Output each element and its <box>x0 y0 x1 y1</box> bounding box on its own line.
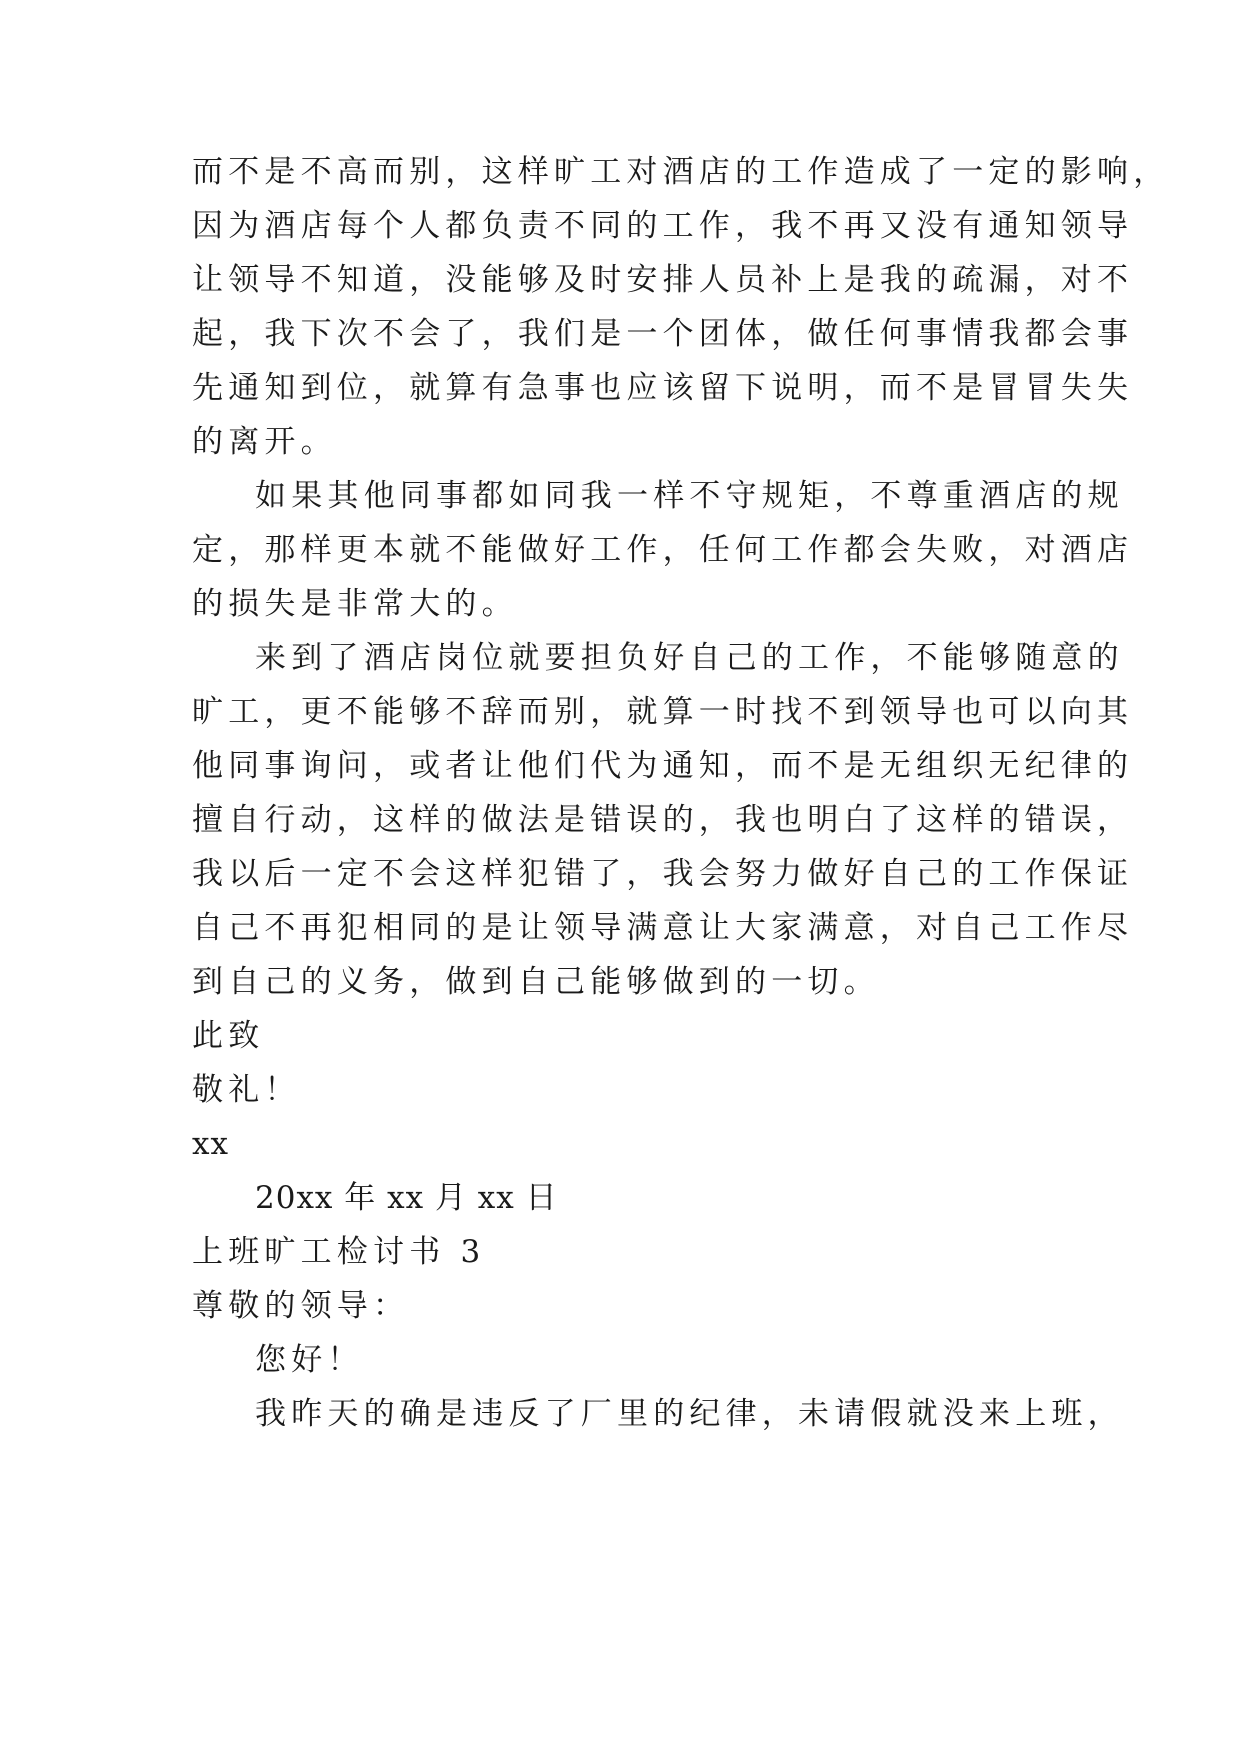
text-line: 的离开。 <box>192 424 337 460</box>
text-line: 而不是不高而别，这样旷工对酒店的工作造成了一定的影响， <box>192 154 1170 190</box>
text-line: 定，那样更本就不能做好工作，任何工作都会失败，对酒店 <box>192 532 1134 568</box>
signature-name: xx <box>192 1126 229 1162</box>
signature-date: 20xx 年 xx 月 xx 日 <box>255 1180 558 1216</box>
paragraph-start-line: 如果其他同事都如同我一样不守规矩，不尊重酒店的规 <box>255 478 1124 514</box>
closing-regards: 敬礼！ <box>192 1072 301 1108</box>
paragraph-start-line: 来到了酒店岗位就要担负好自己的工作，不能够随意的 <box>255 640 1124 676</box>
text-line: 他同事询问，或者让他们代为通知，而不是无组织无纪律的 <box>192 748 1134 784</box>
text-line: 擅自行动，这样的做法是错误的，我也明白了这样的错误， <box>192 802 1134 838</box>
text-line: 的损失是非常大的。 <box>192 586 518 622</box>
closing-salutation: 此致 <box>192 1018 265 1054</box>
text-line: 因为酒店每个人都负责不同的工作，我不再又没有通知领导 <box>192 208 1134 244</box>
text-line: 我以后一定不会这样犯错了，我会努力做好自己的工作保证 <box>192 856 1134 892</box>
greeting-recipient: 尊敬的领导： <box>192 1288 410 1324</box>
text-line: 到自己的义务，做到自己能够做到的一切。 <box>192 964 880 1000</box>
text-line: 先通知到位，就算有急事也应该留下说明，而不是冒冒失失 <box>192 370 1134 406</box>
text-line: 让领导不知道，没能够及时安排人员补上是我的疏漏，对不 <box>192 262 1134 298</box>
greeting: 您好！ <box>255 1342 364 1378</box>
section-title: 上班旷工检讨书 3 <box>192 1234 486 1270</box>
paragraph-start-line: 我昨天的确是违反了厂里的纪律，未请假就没来上班， <box>255 1396 1124 1432</box>
text-line: 起，我下次不会了，我们是一个团体，做任何事情我都会事 <box>192 316 1134 352</box>
text-line: 旷工，更不能够不辞而别，就算一时找不到领导也可以向其 <box>192 694 1134 730</box>
text-line: 自己不再犯相同的是让领导满意让大家满意，对自己工作尽 <box>192 910 1134 946</box>
